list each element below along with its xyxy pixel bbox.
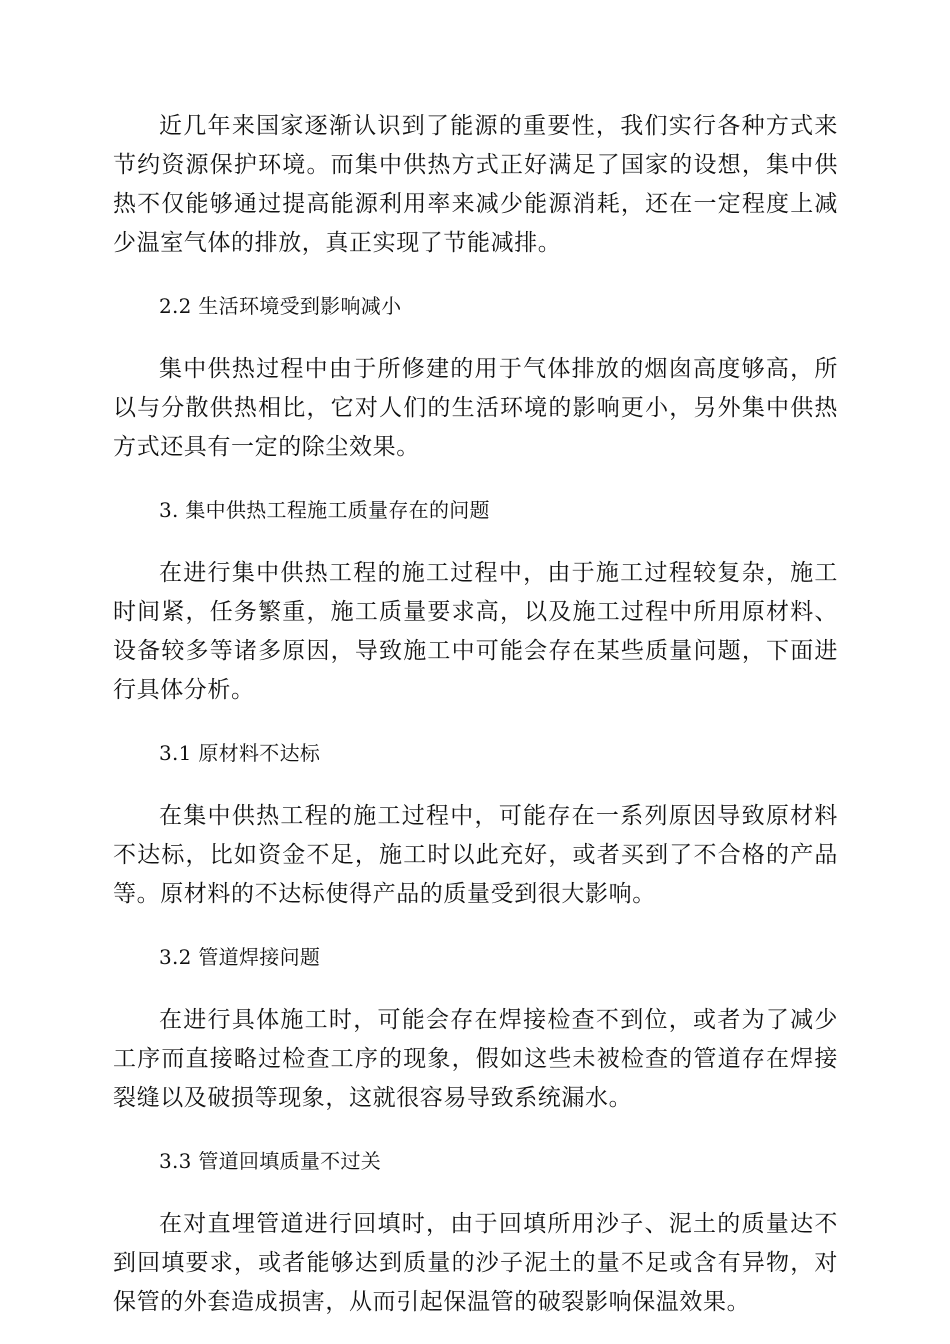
document-body <box>113 107 838 1322</box>
spacer <box>113 530 838 554</box>
paragraph-energy-saving: 近几年来国家逐渐认识到了能源的重要性，我们实行各种方式来节约资源保护环境。而集中供热方式正好满足了国家的设想，集中供热不仅能够通过提高能源利用率来减少能源消耗，还在一定程度上减少温室气体的排放，真正实现了节能减排。 <box>113 113 838 256</box>
spacer <box>113 326 838 350</box>
spacer <box>113 914 838 938</box>
paragraph-welding: 在进行具体施工时，可能会存在焊接检查不到位，或者为了减少工序而直接略过检查工序的现象，假如这些未被检查的管道存在焊接裂缝以及破损等现象，这就很容易导致系统漏水。 <box>113 1007 838 1111</box>
paragraph-quality-problems: 在进行集中供热工程的施工过程中，由于施工过程较复杂，施工时间紧，任务繁重，施工质量要求高，以及施工过程中所用原材料、设备较多等诸多原因，导致施工中可能会存在某些质量问题，下面进行具体分析。 <box>113 560 838 703</box>
spacer <box>113 1118 838 1142</box>
heading-3: 3. 集中供热工程施工质量存在的问题 <box>159 498 490 522</box>
paragraph-living-environment: 集中供热过程中由于所修建的用于气体排放的烟囱高度够高，所以与分散供热相比，它对人们的生活环境的影响更小，另外集中供热方式还具有一定的除尘效果。 <box>113 356 838 460</box>
spacer <box>113 1181 838 1205</box>
paragraph-raw-materials: 在集中供热工程的施工过程中，可能存在一系列原因导致原材料不达标，比如资金不足，施工时以此充好，或者买到了不合格的产品等。原材料的不达标使得产品的质量受到很大影响。 <box>113 803 838 907</box>
spacer <box>113 710 838 734</box>
paragraph-backfill: 在对直埋管道进行回填时，由于回填所用沙子、泥土的质量达不到回填要求，或者能够达到质量的沙子泥土的量不足或含有异物，对保管的外套造成损害，从而引起保温管的破裂影响保温效果。 <box>113 1211 838 1315</box>
spacer <box>113 773 838 797</box>
heading-3-1: 3.1 原材料不达标 <box>159 741 321 765</box>
spacer <box>113 263 838 287</box>
heading-3-3: 3.3 管道回填质量不过关 <box>159 1149 382 1173</box>
heading-3-2: 3.2 管道焊接问题 <box>159 945 321 969</box>
spacer <box>113 977 838 1001</box>
heading-2-2: 2.2 生活环境受到影响减小 <box>159 294 402 318</box>
spacer <box>113 467 838 491</box>
